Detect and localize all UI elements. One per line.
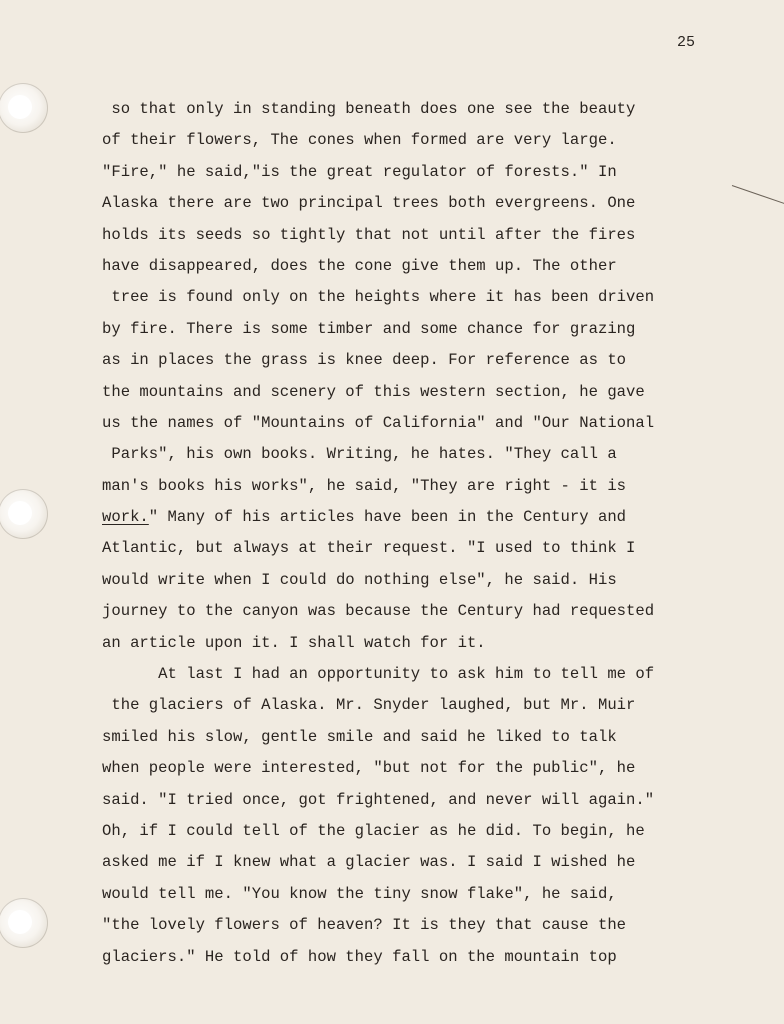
text-line: have disappeared, does the cone give them up. The other (102, 256, 617, 275)
text-line: by fire. There is some timber and some chance for grazing (102, 319, 636, 338)
text-line: holds its seeds so tightly that not until after the fires (102, 225, 636, 244)
text-line: the mountains and scenery of this western section, he gave (102, 382, 645, 401)
text-line: the glaciers of Alaska. Mr. Snyder laughed, but Mr. Muir (102, 696, 636, 715)
text-line: journey to the canyon was because the Century had requested (102, 602, 655, 621)
text-line: Oh, if I could tell of the glacier as he did. To begin, he (102, 821, 645, 840)
text-line: when people were interested, "but not for the public", he (102, 759, 636, 778)
text-line: Alaska there are two principal trees both evergreens. One (102, 194, 636, 213)
text-line: glaciers." He told of how they fall on the mountain top (102, 947, 617, 966)
text-line: man's books his works", he said, "They are right - it is (102, 476, 627, 495)
text-line: "the lovely flowers of heaven? It is they that cause the (102, 916, 627, 935)
text-line: would write when I could do nothing else", he said. His (102, 570, 617, 589)
text-line: an article upon it. I shall watch for it. (102, 633, 486, 652)
text-line: asked me if I knew what a glacier was. I said I wished he (102, 853, 636, 872)
text-line: of their flowers, The cones when formed are very large. (102, 131, 617, 150)
text-line: "Fire," he said,"is the great regulator of forests." In (102, 162, 617, 181)
page-number: 25 (677, 34, 696, 51)
text-line: us the names of "Mountains of California" and "Our National (102, 413, 655, 432)
pencil-mark (732, 185, 784, 204)
text-line: smiled his slow, gentle smile and said he liked to talk (102, 727, 617, 746)
binder-hole-bottom (0, 898, 48, 948)
text-line: tree is found only on the heights where it has been driven (102, 288, 655, 307)
underlined-word: work. (102, 508, 149, 527)
text-line-rest: " Many of his articles have been in the Century and (148, 508, 627, 527)
binder-hole-middle (0, 489, 48, 539)
text-line: so that only in standing beneath does one see the beauty (102, 100, 636, 118)
text-line: Atlantic, but always at their request. "I used to think I (102, 539, 636, 558)
text-line: as in places the grass is knee deep. For reference as to (102, 351, 627, 370)
text-line-with-underline (102, 502, 682, 533)
binder-hole-top (0, 83, 48, 133)
text-line: would tell me. "You know the tiny snow flake", he said, (102, 884, 617, 903)
typed-text-body (102, 94, 682, 973)
text-line: said. "I tried once, got frightened, and never will again." (102, 790, 655, 809)
text-line: Parks", his own books. Writing, he hates. "They call a (102, 445, 617, 464)
text-line: At last I had an opportunity to ask him to tell me of (102, 665, 655, 684)
